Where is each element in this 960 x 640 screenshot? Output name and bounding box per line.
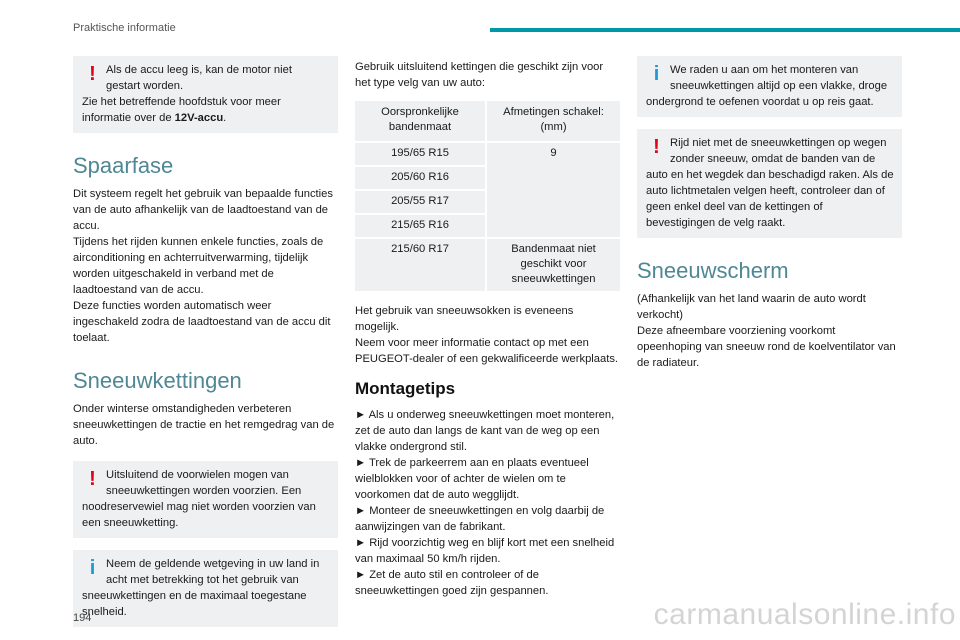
list-item: ► Zet de auto stil en controleer of de sneeuwkettingen goed zijn gespannen. [355, 569, 549, 597]
info-icon: i [653, 63, 660, 85]
warning-icon: ! [89, 468, 96, 490]
warning-box-no-snow [637, 129, 902, 238]
warning-text-rest: noodreservewiel mag niet worden voorzien van een sneeuwketting. [82, 501, 316, 529]
list-item: ► Rijd voorzichtig weg en blijf kort met een snelheid van maximaal 50 km/h rijden. [355, 537, 615, 565]
paragraph-intro: Gebruik uitsluitend kettingen die geschikt zijn voor het type velg van uw auto: [355, 61, 604, 89]
info-box-legislation [73, 550, 338, 627]
warning-text-line2: gestart worden. [106, 80, 184, 92]
info-text-line1: Neem de geldende wetgeving in uw land in [106, 558, 320, 570]
header-title: Praktische informatie [73, 22, 176, 34]
warning-text-line1: Rijd niet met de sneeuwkettingen op wegen [670, 137, 887, 149]
heading-sneeuwkettingen: Sneeuwkettingen [73, 368, 242, 393]
warning-text-line1: Als de accu leeg is, kan de motor niet [106, 64, 292, 76]
chain-size-table [355, 99, 620, 293]
paragraph: (Afhankelijk van het land waarin de auto wordt verkocht) [637, 293, 866, 321]
table-header-row [355, 101, 620, 141]
paragraph: Onder winterse omstandigheden verbeteren sneeuwkettingen de tractie en het remgedrag van de auto. [73, 403, 335, 447]
table-cell-tire: 215/60 R17 [355, 239, 487, 291]
info-text-line2: sneeuwkettingen altijd op een vlakke, droge [670, 80, 888, 92]
warning-text-line1: Uitsluitend de voorwielen mogen van [106, 469, 289, 481]
warning-box-front-wheels [73, 461, 338, 538]
column-right [637, 56, 902, 371]
info-box-practice [637, 56, 902, 117]
info-icon: i [89, 557, 96, 579]
watermark: carmanualsonline.info [653, 598, 956, 631]
list-item: ► Trek de parkeerrem aan en plaats eventueel wielblokken voor of achter de wielen om te voorkomen dat de auto wegglijdt. [355, 457, 589, 501]
paragraph: Dit systeem regelt het gebruik van bepaalde functies van de auto afhankelijk van de laadtoestand van de accu. [73, 188, 333, 232]
info-text-rest: ondergrond te oefenen voordat u op reis gaat. [646, 96, 874, 108]
info-text-rest: sneeuwkettingen en de maximaal toegestane snelheid. [82, 590, 307, 618]
warning-icon: ! [653, 136, 660, 158]
paragraph: Neem voor meer informatie contact op met een PEUGEOT-dealer of een gekwalificeerde werkplaats. [355, 337, 619, 365]
heading-montagetips: Montagetips [355, 379, 456, 398]
table-cell-tire: 205/60 R16 [355, 167, 487, 189]
heading-spaarfase: Spaarfase [73, 153, 174, 178]
warning-text-rest: auto en het wegdek dan beschadigd raken. Als de auto lichtmetalen velgen heeft, controleer dan of geen enkel deel van de kettingen of bevestigingen de velg raakt. [646, 169, 894, 229]
info-text-line1: We raden u aan om het monteren van [670, 64, 859, 76]
info-text-line2: acht met betrekking tot het gebruik van [106, 574, 299, 586]
page-number: 194 [73, 612, 92, 624]
table-header: Afmetingen schakel: (mm) [487, 101, 620, 141]
list-item: ► Monteer de sneeuwkettingen en volg daarbij de aanwijzingen van de fabrikant. [355, 505, 605, 533]
warning-text-line2: zonder sneeuw, omdat de banden van de [670, 153, 876, 165]
paragraph: Tijdens het rijden kunnen enkele functies, zoals de airconditioning en achterruitverwarming, tijdelijk worden uitgeschakeld in verband met de laadtoestand van de accu. [73, 236, 324, 296]
montage-list [355, 407, 620, 599]
table-cell-link-size: 9 [487, 143, 620, 237]
table-cell-tire: 205/55 R17 [355, 191, 487, 213]
table-row [355, 239, 620, 291]
warning-icon: ! [89, 63, 96, 85]
warning-text-line2: sneeuwkettingen worden voorzien. Een [106, 485, 302, 497]
paragraph: Het gebruik van sneeuwsokken is eveneens mogelijk. [355, 305, 574, 333]
column-middle [355, 59, 620, 599]
warning-text-rest: Zie het betreffende hoofdstuk voor meer informatie over de 12V-accu. [82, 96, 281, 124]
header-accent-bar [490, 28, 960, 32]
table-cell-tire: 195/65 R15 [355, 143, 487, 165]
paragraph: Deze functies worden automatisch weer ingeschakeld zodra de laadtoestand van de accu dit toelaat. [73, 300, 331, 344]
list-item: ► Als u onderweg sneeuwkettingen moet monteren, zet de auto dan langs de kant van de weg op een vlakke ondergrond stil. [355, 409, 615, 453]
column-left [73, 56, 338, 639]
table-cell-tire: 215/65 R16 [355, 215, 487, 237]
table-cell-not-suitable: Bandenmaat niet geschikt voor sneeuwkettingen [487, 239, 620, 291]
table-header: Oorspronkelijke bandenmaat [355, 101, 487, 141]
warning-box-battery [73, 56, 338, 133]
battery-bold-ref: 12V-accu [174, 112, 224, 124]
paragraph: Deze afneembare voorziening voorkomt opeenhoping van sneeuw rond de koelventilator van de radiateur. [637, 325, 896, 369]
heading-sneeuwscherm: Sneeuwscherm [637, 258, 789, 283]
table-row [355, 143, 620, 165]
